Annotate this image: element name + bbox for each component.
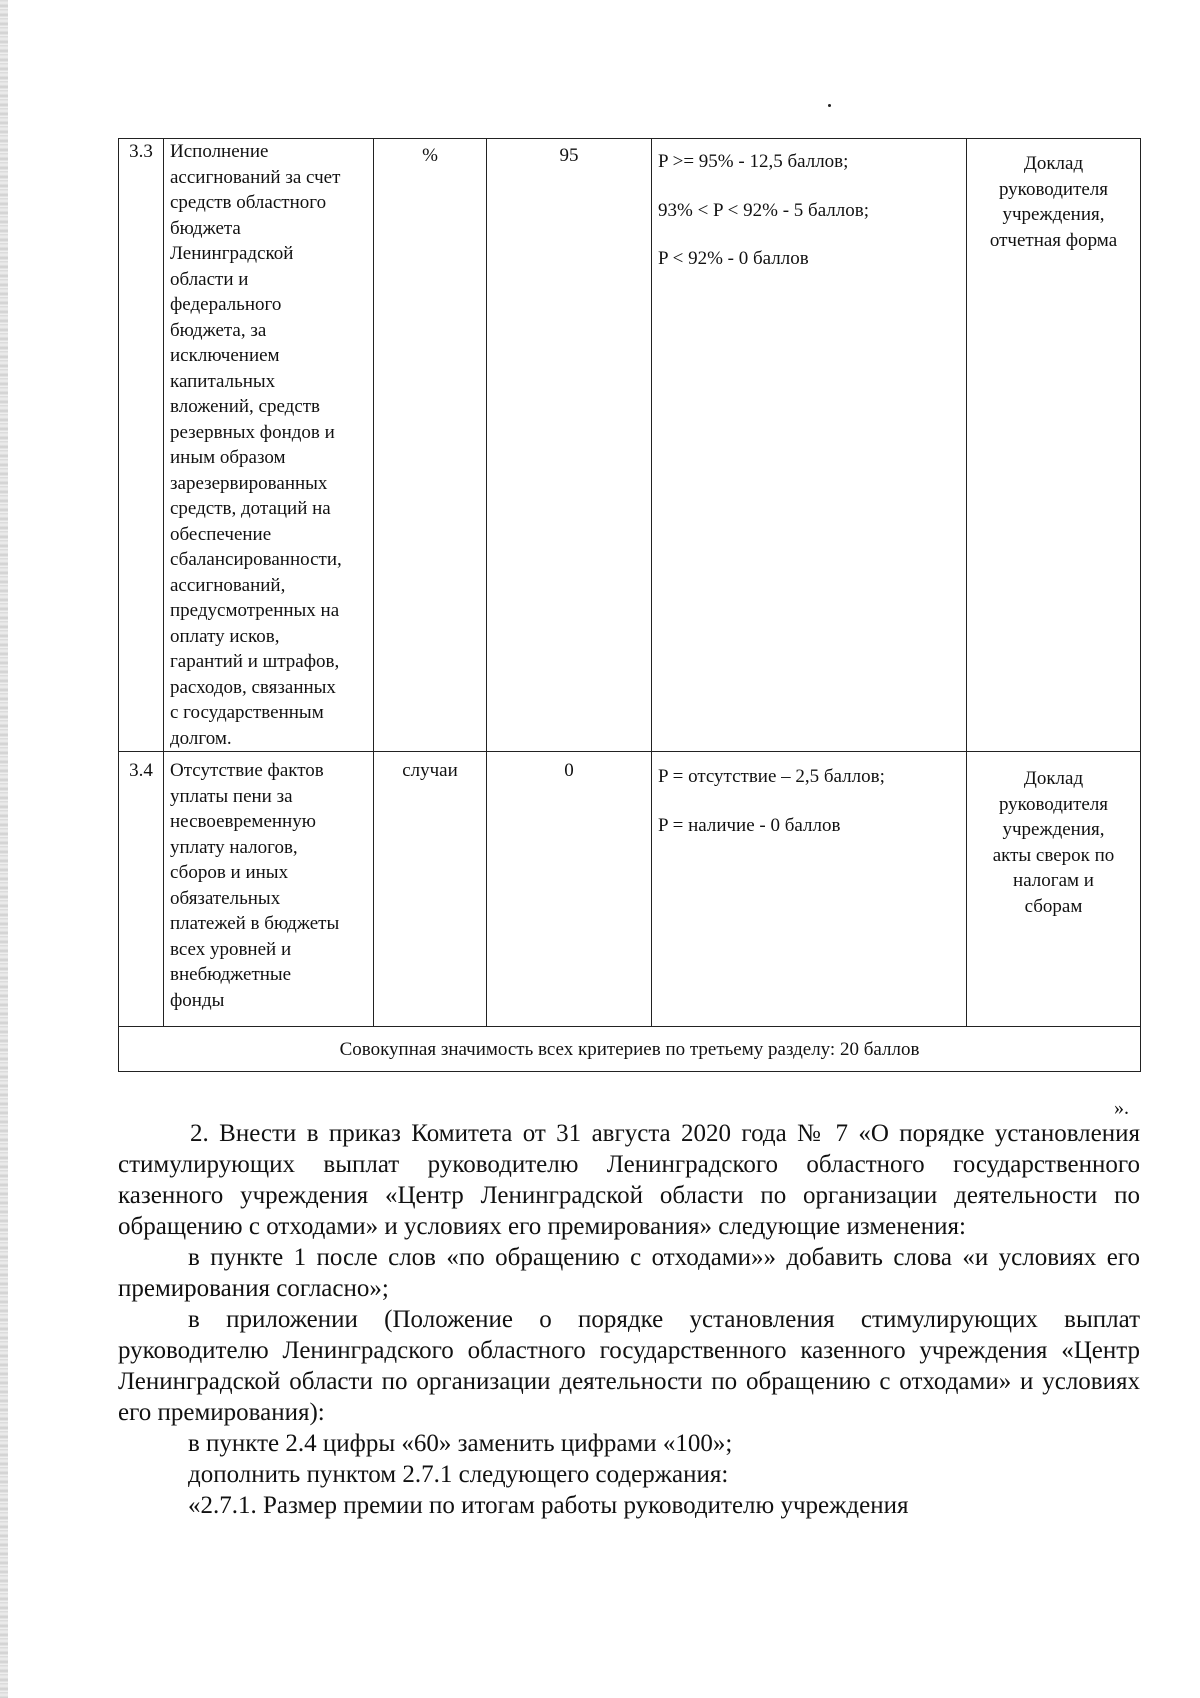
criterion-line: Исполнение [170,141,269,162]
scan-speck [828,104,831,107]
paragraph: в пункте 2.4 цифры «60» заменить цифрами «100»; [188,1430,733,1457]
criterion-line: предусмотренных на [170,600,340,621]
source-cell [967,139,1141,752]
criteria-table [118,138,1141,1072]
table-row [119,139,1141,752]
criterion-line: исключением [170,345,280,366]
paragraph: в пункте 1 после слов «по обращению с отходами»» добавить слова «и условиях его премирования согласно»; [118,1244,1140,1302]
scale-line: P < 92% - 0 баллов [658,248,809,269]
scale-line: P >= 95% - 12,5 баллов; [658,151,849,172]
source-line: налогам и [1013,870,1094,891]
target-cell: 0 [487,752,652,1027]
criterion-line: несвоевременную [170,811,316,832]
source-line: учреждения, [1002,819,1105,840]
criterion-line: оплату исков, [170,625,280,647]
criterion-line: области и [170,268,249,290]
criterion-name [164,752,374,1027]
paragraph: 2. Внести в приказ Комитета от 31 августа 2020 года № 7 «О порядке установления стимулирующих выплат руководителю Ленинградского областного государственного казенного учреждения «Центр Ленинградской области по организации деятельности по обращению с отходами» и условиях его премирования» следующие изменения: [118,1120,1140,1240]
criterion-line: обязательных [170,887,281,909]
criterion-line: всех уровней и [170,938,292,960]
scale-cell [652,139,967,752]
criterion-line: федерального [170,294,282,315]
scan-edge [0,0,8,1698]
source-line: учреждения, [1002,204,1105,225]
criterion-name [164,139,374,752]
source-line: акты сверок по [992,844,1115,866]
total-text: Совокупная значимость всех критериев по третьему разделу: 20 баллов [119,1027,1141,1072]
criterion-line: фонды [170,989,225,1011]
source-line: руководителя [998,178,1109,200]
source-lines [973,151,1134,253]
row-number: 3.3 [119,139,164,752]
criterion-lines [170,758,369,1013]
criterion-line: уплату налогов, [170,836,298,858]
table-row [119,752,1141,1027]
criterion-line: средств, дотаций на [170,498,331,519]
paragraph: в приложении (Положение о порядке установления стимулирующих выплат руководителю Ленинградского областного государственного казенного учреждения «Центр Ленинградской области по организации деятельности по обращению с отходами» и условиях его премирования): [118,1306,1140,1426]
criterion-line: зарезервированных [170,472,328,494]
criterion-line: долгом. [170,727,232,749]
source-lines [973,766,1134,919]
closing-quote: ». [1114,1097,1129,1119]
criterion-line: платежей в бюджеты [170,913,340,934]
scale-line: P = отсутствие – 2,5 баллов; [658,766,885,787]
criterion-line: ассигнований за счет [170,166,341,188]
criterion-line: резервных фондов и [170,421,335,443]
criterion-line: бюджета, за [170,319,267,341]
unit-cell: случаи [374,752,487,1027]
criterion-line: средств областного [170,192,327,213]
criterion-line: капитальных [170,370,276,392]
criterion-line: сборов и иных [170,862,289,883]
criterion-line: сбалансированности, [170,549,342,570]
criterion-line: уплаты пени за [170,785,293,807]
criterion-line: расходов, связанных [170,676,336,698]
source-line: Доклад [1023,153,1084,174]
criterion-line: обеспечение [170,523,272,545]
source-line: Доклад [1023,768,1084,789]
paragraph: дополнить пунктом 2.7.1 следующего содержания: [188,1461,729,1488]
criterion-line: бюджета [170,217,241,239]
criterion-lines [170,139,369,751]
scale-line: P = наличие - 0 баллов [658,814,841,836]
paragraph: «2.7.1. Размер премии по итогам работы руководителю учреждения [188,1492,909,1519]
scale-cell [652,752,967,1027]
criterion-line: Отсутствие фактов [170,760,324,781]
unit-cell: % [374,139,487,752]
document-body [118,1118,1140,1521]
criterion-line: вложений, средств [170,396,321,417]
criterion-line: ассигнований, [170,574,286,596]
scale-line: 93% < P < 92% - 5 баллов; [658,199,870,221]
row-number: 3.4 [119,752,164,1027]
total-row [119,1027,1141,1072]
criterion-line: с государственным [170,702,324,723]
criterion-line: внебюджетные [170,964,292,985]
criterion-line: Ленинградской [170,243,294,264]
criterion-line: гарантий и штрафов, [170,651,340,672]
source-line: руководителя [998,793,1109,815]
criterion-line: иным образом [170,447,286,468]
target-cell: 95 [487,139,652,752]
source-line: сборам [1024,895,1083,917]
source-cell [967,752,1141,1027]
source-line: отчетная форма [989,229,1118,251]
